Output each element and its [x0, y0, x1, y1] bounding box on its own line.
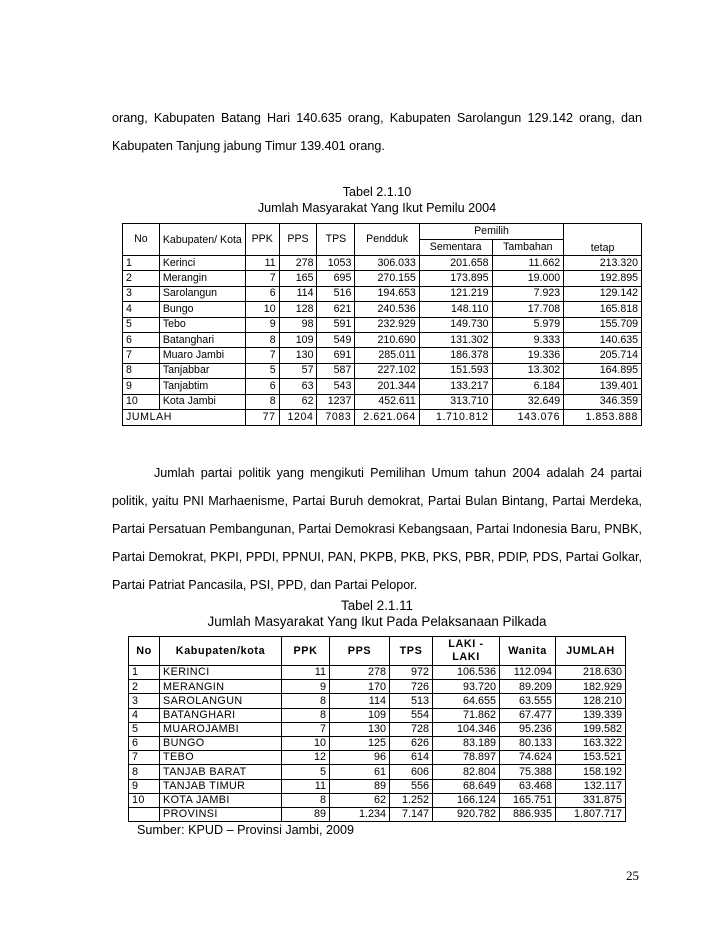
table-row — [123, 302, 642, 317]
cell-tps: 587 — [317, 363, 355, 378]
cell-pps: 125 — [330, 736, 390, 750]
cell-laki: 82.804 — [433, 765, 500, 779]
table1-caption-title: Tabel 2.1.10 — [342, 185, 412, 199]
intro-paragraph: orang, Kabupaten Batang Hari 140.635 orang, Kabupaten Sarolangun 129.142 orang, dan Kabupaten Tanjung jabung Timur 139.401 orang. — [112, 111, 642, 153]
cell-ppk: 9 — [245, 317, 279, 332]
cell-ppk: 10 — [245, 302, 279, 317]
cell-ppk: 8 — [282, 708, 330, 722]
parties-paragraph — [112, 459, 642, 599]
cell-laki: 93.720 — [433, 680, 500, 694]
table-pilkada — [128, 636, 626, 822]
cell-ppk: 6 — [245, 286, 279, 301]
cell-jumlah: 199.582 — [556, 722, 626, 736]
t2-total-laki: 920.782 — [433, 807, 500, 821]
cell-jumlah: 158.192 — [556, 765, 626, 779]
cell-jumlah: 163.322 — [556, 736, 626, 750]
t2-total-tps: 7.147 — [390, 807, 433, 821]
cell-tetap: 213.320 — [564, 256, 642, 271]
cell-kabupaten: Tebo — [159, 317, 245, 332]
cell-tambahan: 17.708 — [492, 302, 564, 317]
cell-wanita: 63.468 — [500, 779, 556, 793]
cell-tetap: 164.895 — [564, 363, 642, 378]
cell-ppk: 12 — [282, 751, 330, 765]
cell-ppk: 11 — [282, 779, 330, 793]
cell-sementara: 186.378 — [419, 348, 492, 363]
cell-pps: 278 — [279, 256, 317, 271]
table-row — [123, 317, 642, 332]
cell-no: 3 — [123, 286, 160, 301]
source-note: Sumber: KPUD – Provinsi Jambi, 2009 — [137, 823, 354, 837]
cell-sementara: 133.217 — [419, 379, 492, 394]
cell-wanita: 80.133 — [500, 736, 556, 750]
cell-ppk: 8 — [282, 694, 330, 708]
cell-tambahan: 13.302 — [492, 363, 564, 378]
header-ppk: PPK — [245, 224, 279, 256]
cell-no: 1 — [129, 666, 160, 680]
cell-jumlah: 182.929 — [556, 680, 626, 694]
cell-tetap: 346.359 — [564, 394, 642, 409]
cell-sementara: 131.302 — [419, 332, 492, 347]
cell-pps: 57 — [279, 363, 317, 378]
cell-tps: 554 — [390, 708, 433, 722]
cell-tetap: 139.401 — [564, 379, 642, 394]
cell-tambahan: 5.979 — [492, 317, 564, 332]
cell-tps: 972 — [390, 666, 433, 680]
cell-kabupaten: BUNGO — [160, 736, 282, 750]
cell-kabupaten: Muaro Jambi — [159, 348, 245, 363]
header-pps: PPS — [279, 224, 317, 256]
cell-laki: 64.655 — [433, 694, 500, 708]
table-row — [129, 694, 626, 708]
cell-ppk: 8 — [245, 332, 279, 347]
cell-pps: 170 — [330, 680, 390, 694]
cell-sementara: 148.110 — [419, 302, 492, 317]
cell-ppk: 9 — [282, 680, 330, 694]
cell-tambahan: 7.923 — [492, 286, 564, 301]
cell-kabupaten: SAROLANGUN — [160, 694, 282, 708]
cell-tps: 621 — [317, 302, 355, 317]
table-row — [129, 666, 626, 680]
cell-ppk: 11 — [245, 256, 279, 271]
table2-total-row — [129, 807, 626, 821]
table2-caption-subtitle: Jumlah Masyarakat Yang Ikut Pada Pelaksanaan Pilkada — [207, 614, 547, 629]
cell-pendduk: 201.344 — [355, 379, 419, 394]
table-row — [123, 379, 642, 394]
cell-tetap: 192.895 — [564, 271, 642, 286]
t2-header-laki: LAKI - LAKI — [433, 637, 500, 666]
cell-tambahan: 11.662 — [492, 256, 564, 271]
cell-tps: 614 — [390, 751, 433, 765]
cell-no: 4 — [129, 708, 160, 722]
page-number: 25 — [626, 868, 639, 883]
cell-ppk: 8 — [245, 394, 279, 409]
t2-header-ppk: PPK — [282, 637, 330, 666]
cell-ppk: 6 — [245, 379, 279, 394]
cell-no: 6 — [123, 332, 160, 347]
t2-total-ppk: 89 — [282, 807, 330, 821]
cell-no: 9 — [129, 779, 160, 793]
table-row — [123, 394, 642, 409]
cell-pps: 130 — [279, 348, 317, 363]
cell-kabupaten: MERANGIN — [160, 680, 282, 694]
cell-tetap: 129.142 — [564, 286, 642, 301]
table-row — [123, 348, 642, 363]
cell-kabupaten: Sarolangun — [159, 286, 245, 301]
total-pendduk: 2.621.064 — [355, 409, 419, 425]
total-tetap: 1.853.888 — [564, 409, 642, 425]
table1-total-row — [123, 409, 642, 425]
table-row — [129, 722, 626, 736]
table1-caption-subtitle: Jumlah Masyarakat Yang Ikut Pemilu 2004 — [257, 201, 497, 215]
cell-ppk: 10 — [282, 736, 330, 750]
cell-wanita: 165.751 — [500, 793, 556, 807]
cell-ppk: 5 — [282, 765, 330, 779]
cell-tps: 591 — [317, 317, 355, 332]
cell-tambahan: 6.184 — [492, 379, 564, 394]
cell-laki: 68.649 — [433, 779, 500, 793]
cell-ppk: 7 — [282, 722, 330, 736]
cell-pendduk: 240.536 — [355, 302, 419, 317]
cell-sementara: 121.219 — [419, 286, 492, 301]
cell-no: 7 — [123, 348, 160, 363]
cell-laki: 106.536 — [433, 666, 500, 680]
cell-pps: 165 — [279, 271, 317, 286]
total-sementara: 1.710.812 — [419, 409, 492, 425]
cell-tps: 606 — [390, 765, 433, 779]
table-row — [129, 680, 626, 694]
table2-caption-title: Tabel 2.1.11 — [341, 598, 413, 613]
cell-pendduk: 306.033 — [355, 256, 419, 271]
header-pemilih: Pemilih — [419, 224, 563, 240]
cell-pps: 98 — [279, 317, 317, 332]
cell-kabupaten: Tanjabbar — [159, 363, 245, 378]
cell-wanita: 112.094 — [500, 666, 556, 680]
cell-tps: 549 — [317, 332, 355, 347]
cell-tps: 1.252 — [390, 793, 433, 807]
table-row — [123, 332, 642, 347]
cell-pps: 62 — [279, 394, 317, 409]
cell-tambahan: 19.336 — [492, 348, 564, 363]
cell-pps: 109 — [330, 708, 390, 722]
cell-tps: 695 — [317, 271, 355, 286]
t2-header-no: No — [129, 637, 160, 666]
cell-kabupaten: Kerinci — [159, 256, 245, 271]
cell-no: 4 — [123, 302, 160, 317]
t2-total-no — [129, 807, 160, 821]
total-pps: 1204 — [279, 409, 317, 425]
cell-pps: 96 — [330, 751, 390, 765]
cell-jumlah: 153.521 — [556, 751, 626, 765]
cell-tps: 691 — [317, 348, 355, 363]
cell-pendduk: 232.929 — [355, 317, 419, 332]
cell-kabupaten: Tanjabtim — [159, 379, 245, 394]
cell-sementara: 201.658 — [419, 256, 492, 271]
t2-header-wanita: Wanita — [500, 637, 556, 666]
parties-text: Jumlah partai politik yang mengikuti Pemilihan Umum tahun 2004 adalah 24 partai politik, yaitu PNI Marhaenisme, Partai Buruh demokrat, Partai Bulan Bintang, Partai Merdeka, Partai Persatuan Pembangunan, Partai Demokrasi Kebangsaan, Partai Indonesia Baru, PNBK, Partai Demokrat, PKPI, PPDI, PPNUI, PAN, PKPB, PKB, PKS, PBR, PDIP, PDS, Partai Golkar, Partai Patriat Pancasila, PSI, PPD, dan Partai Pelopor. — [112, 466, 642, 592]
header-tetap: tetap — [564, 224, 642, 256]
cell-tambahan: 19.000 — [492, 271, 564, 286]
cell-no: 2 — [123, 271, 160, 286]
table-row — [129, 751, 626, 765]
cell-wanita: 95.236 — [500, 722, 556, 736]
cell-kabupaten: TEBO — [160, 751, 282, 765]
total-tps: 7083 — [317, 409, 355, 425]
cell-ppk: 7 — [245, 348, 279, 363]
cell-no: 10 — [123, 394, 160, 409]
header-no: No — [123, 224, 160, 256]
cell-pps: 63 — [279, 379, 317, 394]
cell-kabupaten: KERINCI — [160, 666, 282, 680]
cell-pps: 128 — [279, 302, 317, 317]
cell-kabupaten: Batanghari — [159, 332, 245, 347]
t2-header-tps: TPS — [390, 637, 433, 666]
cell-wanita: 89.209 — [500, 680, 556, 694]
cell-tambahan: 9.333 — [492, 332, 564, 347]
cell-tps: 556 — [390, 779, 433, 793]
table-row — [129, 708, 626, 722]
total-ppk: 77 — [245, 409, 279, 425]
cell-pps: 114 — [279, 286, 317, 301]
cell-kabupaten: Kota Jambi — [159, 394, 245, 409]
total-label: JUMLAH — [123, 409, 246, 425]
cell-jumlah: 218.630 — [556, 666, 626, 680]
cell-pendduk: 210.690 — [355, 332, 419, 347]
cell-no: 8 — [129, 765, 160, 779]
cell-ppk: 7 — [245, 271, 279, 286]
cell-kabupaten: BATANGHARI — [160, 708, 282, 722]
cell-jumlah: 128.210 — [556, 694, 626, 708]
t2-total-pps: 1.234 — [330, 807, 390, 821]
t2-total-label: PROVINSI — [160, 807, 282, 821]
header-tps: TPS — [317, 224, 355, 256]
cell-laki: 83.189 — [433, 736, 500, 750]
cell-pendduk: 227.102 — [355, 363, 419, 378]
cell-wanita: 74.624 — [500, 751, 556, 765]
cell-ppk: 11 — [282, 666, 330, 680]
cell-laki: 104.346 — [433, 722, 500, 736]
cell-no: 5 — [123, 317, 160, 332]
table-row — [123, 271, 642, 286]
cell-no: 5 — [129, 722, 160, 736]
cell-tps: 543 — [317, 379, 355, 394]
cell-pendduk: 452.611 — [355, 394, 419, 409]
cell-pps: 114 — [330, 694, 390, 708]
cell-laki: 71.862 — [433, 708, 500, 722]
cell-tetap: 205.714 — [564, 348, 642, 363]
cell-no: 10 — [129, 793, 160, 807]
header-kabupaten: Kabupaten/ Kota — [159, 224, 245, 256]
t2-header-pps: PPS — [330, 637, 390, 666]
cell-kabupaten: KOTA JAMBI — [160, 793, 282, 807]
cell-sementara: 149.730 — [419, 317, 492, 332]
cell-tps: 516 — [317, 286, 355, 301]
cell-no: 6 — [129, 736, 160, 750]
cell-pps: 62 — [330, 793, 390, 807]
cell-pps: 130 — [330, 722, 390, 736]
t2-header-kabupaten: Kabupaten/kota — [160, 637, 282, 666]
total-tambahan: 143.076 — [492, 409, 564, 425]
cell-pps: 109 — [279, 332, 317, 347]
cell-tps: 513 — [390, 694, 433, 708]
cell-pendduk: 285.011 — [355, 348, 419, 363]
cell-tps: 726 — [390, 680, 433, 694]
table-row — [129, 793, 626, 807]
cell-jumlah: 331.875 — [556, 793, 626, 807]
table-row — [123, 256, 642, 271]
cell-pps: 61 — [330, 765, 390, 779]
cell-wanita: 75.388 — [500, 765, 556, 779]
cell-no: 1 — [123, 256, 160, 271]
cell-kabupaten: Merangin — [159, 271, 245, 286]
t2-total-wanita: 886.935 — [500, 807, 556, 821]
cell-no: 3 — [129, 694, 160, 708]
cell-sementara: 313.710 — [419, 394, 492, 409]
cell-laki: 78.897 — [433, 751, 500, 765]
cell-tps: 728 — [390, 722, 433, 736]
cell-pps: 89 — [330, 779, 390, 793]
cell-pendduk: 194.653 — [355, 286, 419, 301]
cell-tps: 1237 — [317, 394, 355, 409]
cell-kabupaten: Bungo — [159, 302, 245, 317]
cell-sementara: 173.895 — [419, 271, 492, 286]
table-row — [129, 736, 626, 750]
table-row — [123, 286, 642, 301]
table-row — [123, 363, 642, 378]
cell-tambahan: 32.649 — [492, 394, 564, 409]
table-row — [129, 779, 626, 793]
cell-laki: 166.124 — [433, 793, 500, 807]
cell-no: 8 — [123, 363, 160, 378]
cell-pps: 278 — [330, 666, 390, 680]
cell-jumlah: 132.117 — [556, 779, 626, 793]
header-sementara: Sementara — [419, 240, 492, 256]
t2-total-jumlah: 1.807.717 — [556, 807, 626, 821]
table-pemilu-2004 — [122, 223, 642, 426]
cell-pendduk: 270.155 — [355, 271, 419, 286]
cell-ppk: 5 — [245, 363, 279, 378]
t2-header-jumlah: JUMLAH — [556, 637, 626, 666]
table-row — [129, 765, 626, 779]
cell-wanita: 67.477 — [500, 708, 556, 722]
cell-tetap: 155.709 — [564, 317, 642, 332]
cell-tetap: 165.818 — [564, 302, 642, 317]
cell-tetap: 140.635 — [564, 332, 642, 347]
header-tambahan: Tambahan — [492, 240, 564, 256]
cell-no: 9 — [123, 379, 160, 394]
cell-jumlah: 139.339 — [556, 708, 626, 722]
cell-tps: 1053 — [317, 256, 355, 271]
cell-ppk: 8 — [282, 793, 330, 807]
cell-kabupaten: TANJAB TIMUR — [160, 779, 282, 793]
cell-sementara: 151.593 — [419, 363, 492, 378]
cell-no: 2 — [129, 680, 160, 694]
cell-kabupaten: TANJAB BARAT — [160, 765, 282, 779]
cell-kabupaten: MUAROJAMBI — [160, 722, 282, 736]
cell-wanita: 63.555 — [500, 694, 556, 708]
cell-no: 7 — [129, 751, 160, 765]
header-pendduk: Pendduk — [355, 224, 419, 256]
cell-tps: 626 — [390, 736, 433, 750]
